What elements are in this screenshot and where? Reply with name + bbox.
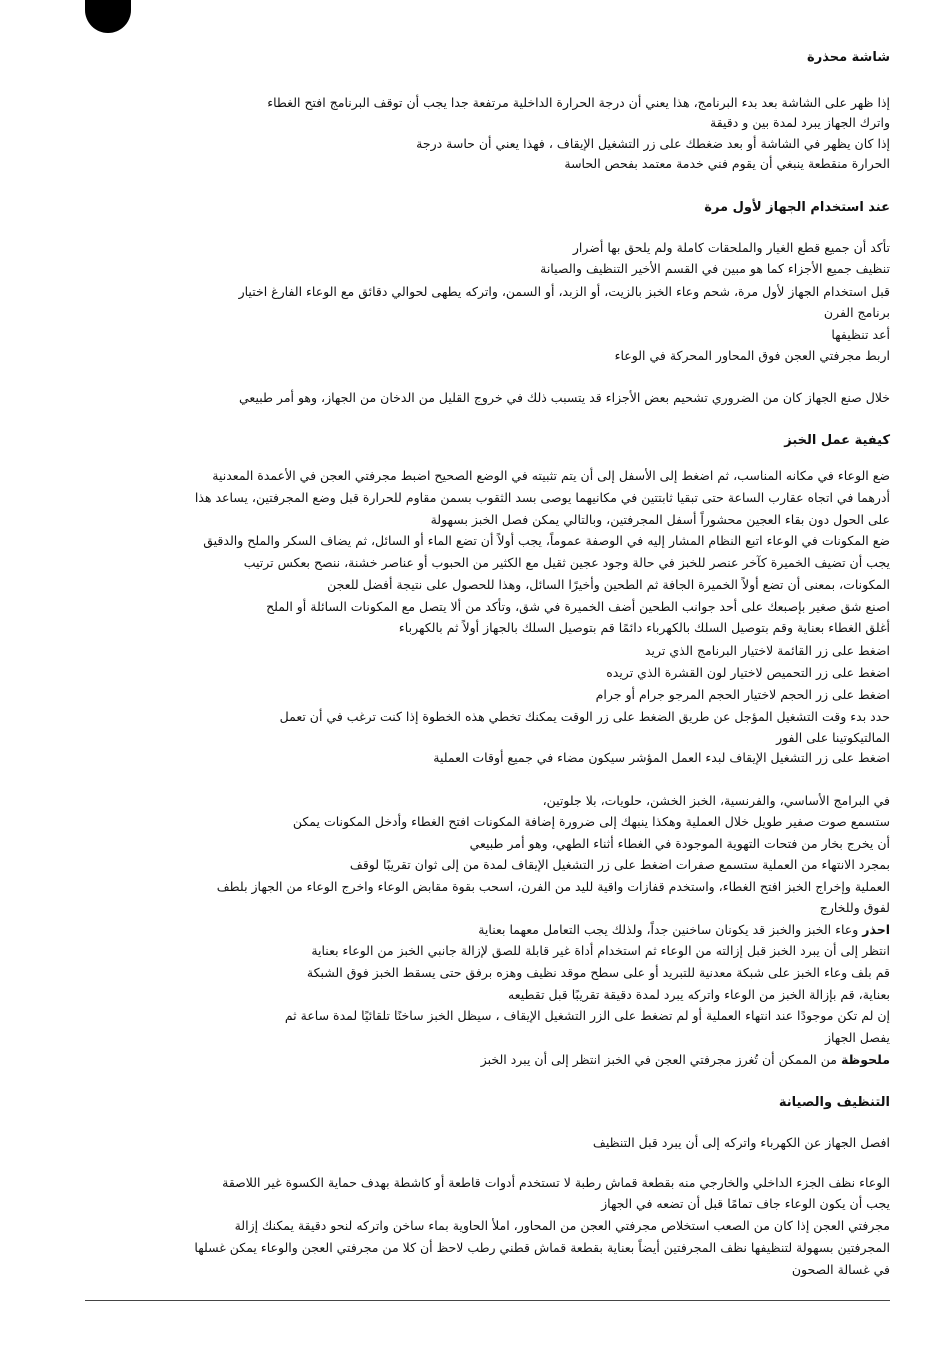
text-line: أن يخرج بخار من فتحات التهوية الموجودة في الغطاء أثناء الطهي، وهو أمر طبيعي <box>469 836 890 851</box>
text-line: على الحول دون بقاء العجين محشوراً أسفل المجرفتين، وبالتالي يمكن فصل الخبز بسهولة <box>430 512 890 527</box>
text-line: انتظر إلى أن يبرد الخبز قبل إزالته من الوعاء ثم استخدام أداة غير قابلة للصق لإزالة جانبي الخبز من الوعاء بعناية <box>311 943 890 958</box>
text-line: إذا ظهر على الشاشة بعد بدء البرنامج، هذا يعني أن درجة الحرارة الداخلية مرتفعة جدا يجب أن توقف البرنامج افتح الغطاء <box>267 95 890 110</box>
text-line: واترك الجهاز يبرد لمدة بين و دقيقة <box>710 115 890 130</box>
text-line: قم بلف وعاء الخبز على شبكة معدنية للتبريد أو على سطح موقد نظيف وهزه برفق حتى يسقط الخبز فوق الشبكة <box>306 965 890 980</box>
text-line: يفصل الجهاز <box>824 1030 890 1045</box>
text-line: اضغط على زر الحجم لاختيار الحجم المرجو جرام أو جرام <box>595 687 890 702</box>
text-line: اصنع شق صغير بإصبعك على أحد جوانب الطحين أضف الخميرة في شق، وتأكد من ألا يتصل مع المكونات السائلة أو الملح <box>266 599 890 614</box>
text-line: العملية وإخراج الخبز افتح الغطاء، واستخدم قفازات واقية لليد من الفرن، اسحب بقوة مقابض الوعاء واخرج الوعاء من الجهاز بلطف <box>216 879 890 894</box>
warning-label: احذر <box>862 922 890 937</box>
text-line: اضغط على زر القائمة لاختيار البرنامج الذي تريد <box>645 643 890 658</box>
text-line: في غسالة الصحون <box>791 1262 890 1277</box>
text-line: المجرفتين بسهولة لتنظيفها نظف المجرفتين أيضاً بعناية بقطعة قماش قطني رطب لاحظ أن كلا من مجرفتي العجن والوعاء يمكن غسلها <box>194 1240 890 1255</box>
text-line: إن لم تكن موجودًا عند انتهاء العملية أو لم تضغط على الزر التشغيل الإيقاف ، سيظل الخبز ساخنًا تلقائيًا لمدة ساعة ثم <box>284 1008 890 1023</box>
page-corner-badge <box>85 0 131 33</box>
note-text: من الممكن أن تُغرز مجرفتي العجن في الخبز انتظر إلى أن يبرد الخبز <box>480 1052 837 1067</box>
text-line: أغلق الغطاء بعناية وقم بتوصيل السلك بالكهرباء دائمًا قم بتوصيل السلك بالجهاز أولاً ثم بالكهرباء <box>398 620 890 635</box>
text-line: اضغط على زر التشغيل الإيقاف لبدء العمل المؤشر سيكون مضاء في جميع أوقات العملية <box>433 750 890 765</box>
text-line: أدرهما في اتجاه عقارب الساعة حتى تبقيا ثابتتين في مكانيهما يوصى بسد الثقوب بسمن مقاوم للحرارة قبل وضع المجرفتين، يساعد هذا <box>194 490 890 505</box>
section-heading-bread-making: كيفية عمل الخبز <box>784 433 890 448</box>
text-line: لفوق وللخارج <box>819 900 890 915</box>
text-line: تأكد أن جميع قطع الغيار والملحقات كاملة ولم يلحق بها أضرار <box>572 240 890 255</box>
section-heading-warning-screen: شاشة محذرة <box>807 50 890 65</box>
text-line: المكونات، بمعنى أن تضع أولاً الخميرة الجافة ثم الطحين وأخيرًا السائل، وهذا للحصول على نتيجة أفضل للعجن <box>327 577 890 592</box>
text-line: الوعاء نظف الجزء الداخلي والخارجي منه بقطعة قماش رطبة لا تستخدم أدوات قاطعة أو كاشطة بهدف حماية الكسوة غير اللاصقة <box>222 1175 890 1190</box>
warning-line <box>478 922 890 938</box>
text-line: في البرامج الأساسي، والفرنسية، الخبز الخشن، حلويات، بلا جلوتين، <box>542 793 890 808</box>
text-line: تنظيف جميع الأجزاء كما هو مبين في القسم الأخير التنظيف والصيانة <box>540 261 890 276</box>
text-line: ضع المكونات في الوعاء اتبع النظام المشار إليه في الوصفة عموماً، يجب أولاً أن تضع الماء أو السائل، ثم يضاف السكر والملح والدقيق <box>203 533 890 548</box>
text-line: أعد تنظيفها <box>831 327 890 342</box>
section-heading-cleaning: التنظيف والصيانة <box>778 1095 890 1110</box>
text-line: خلال صنع الجهاز كان من الضروري تشحيم بعض الأجزاء قد يتسبب ذلك في خروج القليل من الدخان من الجهاز، وهو أمر طبيعي <box>239 390 890 405</box>
text-line: المالتيكوتينا على الفور <box>776 730 890 745</box>
text-line: قبل استخدام الجهاز لأول مرة، شحم وعاء الخبز بالزيت، أو الزبد، أو السمن، واتركه يطهى لحوالي دقائق مع الوعاء الفارغ اختيار <box>238 284 890 299</box>
text-line: برنامج الفرن <box>823 305 890 320</box>
text-line: يجب أن تضيف الخميرة كآخر عنصر للخبز في حالة وجود عجين ثقيل مع الكثير من الحبوب أو عناصر خشنة، ننصح بعكس ترتيب <box>243 555 890 570</box>
text-line: بمجرد الانتهاء من العملية ستسمع صفرات اضغط على زر التشغيل الإيقاف لمدة من إلى ثوان تقريبًا لوقف <box>349 857 890 872</box>
text-line: الحرارة منقطعة ينبغي أن يقوم فني خدمة معتمد بفحص الحاسة <box>564 156 890 171</box>
warning-text: وعاء الخبز والخبز قد يكونان ساخنين جداً، ولذلك يجب التعامل معهما بعناية <box>478 922 859 937</box>
text-line: حدد بدء وقت التشغيل المؤجل عن طريق الضغط على زر الوقت يمكنك تخطي هذه الخطوة إذا كنت ترغب في أن تعمل <box>279 709 890 724</box>
note-line <box>481 1052 890 1068</box>
text-line: اضغط على زر التحميص لاختيار لون القشرة الذي تريده <box>606 665 890 680</box>
note-label: ملحوظة <box>840 1052 890 1067</box>
text-line: بعناية، قم بإزالة الخبز من الوعاء واتركه يبرد لمدة دقيقة تقريبًا قبل تقطيعه <box>508 987 890 1002</box>
text-line: ضع الوعاء في مكانه المناسب، ثم اضغط إلى الأسفل إلى أن يتم تثبيته في الوضع الصحيح اضبط مجرفتي العجن في الأعمدة المعدنية <box>212 468 890 483</box>
text-line: يجب أن يكون الوعاء جاف تمامًا قبل أن تضعه في الجهاز <box>601 1196 890 1211</box>
section-heading-first-use: عند استخدام الجهاز لأول مرة <box>704 200 890 215</box>
text-line: إذا كان يظهر في الشاشة أو بعد ضغطك على زر التشغيل الإيقاف ، فهذا يعني أن حاسة درجة <box>416 136 890 151</box>
text-line: افصل الجهاز عن الكهرباء واتركه إلى أن يبرد قبل التنظيف <box>592 1135 890 1150</box>
text-line: مجرفتي العجن إذا كان من الصعب استخلاص مجرفتي العجن من المحاور، املأ الحاوية بماء ساخن واتركه لنحو دقيقة يمكنك إزالة <box>234 1218 890 1233</box>
text-line: اربط مجرفتي العجن فوق المحاور المحركة في الوعاء <box>614 348 890 363</box>
footer-divider <box>85 1300 890 1301</box>
text-line: ستسمع صوت صفير طويل خلال العملية وهكذا ينبهك إلى ضرورة إضافة المكونات افتح الغطاء وأدخل المكونات يمكن <box>292 814 890 829</box>
